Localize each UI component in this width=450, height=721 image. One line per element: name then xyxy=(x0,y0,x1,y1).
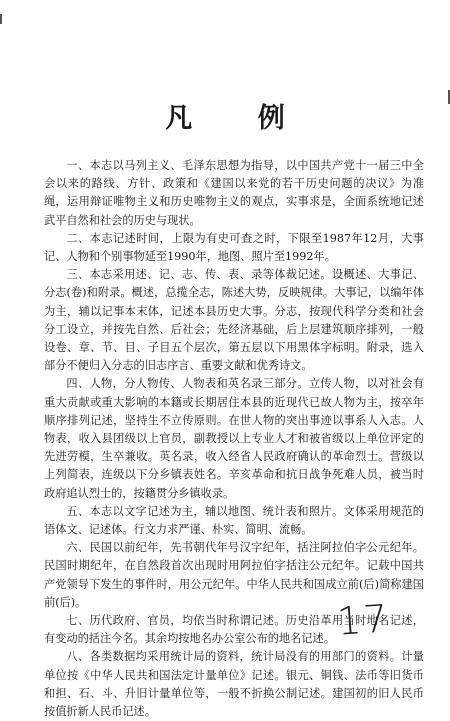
paragraph-6: 六、民国以前纪年，先书朝代年号汉字纪年，括注阿拉伯字公元纪年。民国时期纪年，在自然段首次出现时用阿拉伯字括注公元纪年。记载中国共产党领导下发生的事件时，用公元纪年。中华人民共和国成立前(后)简称建国前(后)。 xyxy=(44,541,424,609)
scan-edge-mark-left xyxy=(0,14,2,24)
paragraph-4: 四、人物，分人物传、人物表和英名录三部分。立传人物，以对社会有重大贡献或重大影响的本籍或长期居住本县的近现代已故人物为主，按卒年顺序排列记述，坚持生不立传原则。在世人物的突出事迹以事系人入志。人物表，收入县团级以上官员，副教授以上专业人才和被省级以上单位评定的先进劳模，生卒兼收。英名录，收入经省人民政府确认的革命烈士。营级以上列简表，连级以下分乡镇表姓名。辛亥革命和抗日战争死难人员，被当时政府追认烈士的，按籍贯分乡镇收录。 xyxy=(44,377,424,500)
handwritten-page-number: 17 xyxy=(335,596,391,644)
paragraph-7: 七、历代政府、官员，均依当时称谓记述。历史沿革用当时地名记述，有变动的括注今名。其余均按地名办公室公布的地名记述。 xyxy=(44,614,424,646)
page-title: 凡 例 xyxy=(165,103,313,134)
paragraph-8: 八、各类数据均采用统计局的资料，统计局没有的用部门的资料。计量单位按《中华人民共和国法定计量单位》记述。银元、铜钱、法币等旧货币和担、石、斗、升旧计量单位等，一般不折换公制记述。建国初的旧人民币按值折新人民币记述。 xyxy=(44,650,424,719)
paragraph-3: 三、本志采用述、记、志、传、表、录等体裁记述。设概述、大事记、分志(卷)和附录。概述，总揽全志，陈述大势，反映规律。大事记，以编年体为主，辅以记事本末体，记述本县历史大事。分志，按现代科学分类和社会分工设立，并按先自然、后社会；先经济基础，后上层建筑顺序排列，一般设卷、章、节、目、子目五个层次，第五层以下用黑体字标明。附录，选入部分不便归入分志的旧志序言、重要文献和优秀诗文。 xyxy=(44,268,424,373)
paragraph-1: 一、本志以马列主义、毛泽东思想为指导，以中国共产党十一届三中全会以来的路线、方针、政策和《建国以来党的若干历史问题的决议》为准绳，运用辩证唯物主义和历史唯物主义的观点，实事求是，全面系统地记述武平自然和社会的历史与现状。 xyxy=(44,159,424,227)
paragraph-2: 二、本志记述时间，上限为有史可查之时，下限至1987年12月，大事记、人物和个别事物延至1990年，地图、照片至1992年。 xyxy=(44,231,424,264)
paragraph-5: 五、本志以文字记述为主，辅以地图、统计表和照片。文体采用规范的语体文、记述体。行文力求严谨、朴实、简明、流畅。 xyxy=(44,504,424,537)
